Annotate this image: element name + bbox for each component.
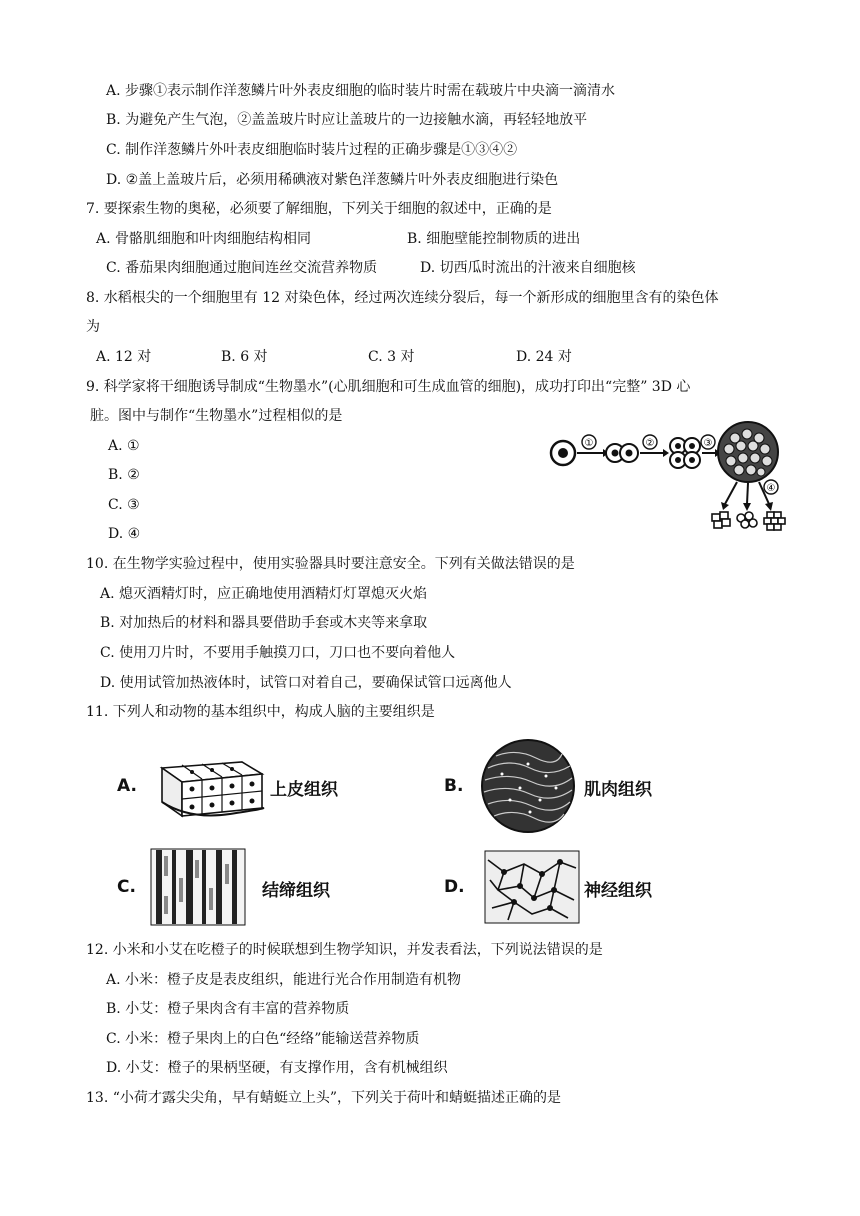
q13-stem: 13. “小荷才露尖尖角，早有蜻蜓立上头”，下列关于荷叶和蜻蜓描述正确的是 — [86, 1090, 562, 1106]
q7-option-c: C. 番茄果肉细胞通过胞间连丝交流营养物质 — [106, 260, 378, 276]
tissue-c-label: 结缔组织 — [262, 881, 330, 901]
nervous-tissue-image — [484, 850, 580, 924]
tissue-a-label: 上皮组织 — [270, 780, 338, 800]
q6-option-c: C. 制作洋葱鳞片外叶表皮细胞临时装片过程的正确步骤是①③④② — [106, 142, 518, 158]
q8-option-a: A. 12 对 — [96, 349, 152, 365]
q12-option-a: A. 小米：橙子皮是表皮组织，能进行光合作用制造有机物 — [106, 972, 462, 988]
q8-stem-line2: 为 — [86, 319, 100, 335]
q7-stem: 7. 要探索生物的奥秘，必须要了解细胞，下列关于细胞的叙述中，正确的是 — [86, 201, 552, 217]
q12-option-d: D. 小艾：橙子的果柄坚硬，有支撑作用，含有机械组织 — [106, 1060, 448, 1076]
q9-option-c: C. ③ — [108, 497, 140, 513]
label-2: ② — [645, 438, 655, 449]
differentiated-cells-3 — [764, 512, 785, 530]
tissue-b-label: 肌肉组织 — [584, 780, 652, 800]
q6-option-a: A. 步骤①表示制作洋葱鳞片叶外表皮细胞的临时装片时需在载玻片中央滴一滴清水 — [106, 83, 616, 99]
epithelial-tissue-image — [150, 758, 268, 822]
q10-option-c: C. 使用刀片时，不要用手触摸刀口，刀口也不要向着他人 — [100, 645, 456, 661]
q11-stem: 11. 下列人和动物的基本组织中，构成人脑的主要组织是 — [86, 704, 435, 720]
q7-option-d: D. 切西瓜时流出的汁液来自细胞核 — [420, 260, 636, 276]
four-cells — [670, 438, 700, 468]
q9-stem-line1: 9. 科学家将干细胞诱导制成“生物墨水”(心肌细胞和可生成血管的细胞)，成功打印出“完整” 3D 心 — [86, 379, 691, 395]
q6-option-b: B. 为避免产生气泡，②盖盖玻片时应让盖玻片的一边接触水滴，再轻轻地放平 — [106, 112, 588, 128]
q10-stem: 10. 在生物学实验过程中，使用实验器具时要注意安全。下列有关做法错误的是 — [86, 556, 575, 572]
q12-option-c: C. 小米：橙子果肉上的白色“经络”能输送营养物质 — [106, 1031, 420, 1047]
q6-option-d: D. ②盖上盖玻片后，必须用稀碘液对紫色洋葱鳞片叶外表皮细胞进行染色 — [106, 172, 559, 188]
q10-option-a: A. 熄灭酒精灯时，应正确地使用酒精灯灯罩熄灭火焰 — [100, 586, 428, 602]
q9-stem-line2: 脏。图中与制作“生物墨水”过程相似的是 — [90, 408, 343, 424]
q9-option-b: B. ② — [108, 467, 140, 483]
single-cell — [551, 441, 575, 465]
q10-option-b: B. 对加热后的材料和器具要借助手套或木夹等来拿取 — [100, 615, 428, 631]
q9-option-a: A. ① — [108, 438, 140, 454]
differentiated-cells-1 — [712, 512, 730, 528]
q8-stem-line1: 8. 水稻根尖的一个细胞里有 12 对染色体，经过两次连续分裂后，每一个新形成的细胞里含有的染色体 — [86, 290, 719, 306]
q7-option-b: B. 细胞壁能控制物质的进出 — [407, 231, 581, 247]
label-1: ① — [584, 438, 594, 449]
q12-stem: 12. 小米和小艾在吃橙子的时候联想到生物学知识，并发表看法，下列说法错误的是 — [86, 942, 603, 958]
tissue-d-label: 神经组织 — [584, 881, 652, 901]
tissue-d-letter: D. — [444, 877, 465, 897]
arrow-down-middle — [747, 483, 748, 504]
two-cells — [606, 444, 638, 462]
tissue-a-letter: A. — [117, 776, 137, 796]
label-3: ③ — [703, 438, 713, 449]
arrow-down-left — [725, 482, 737, 504]
cell-division-figure — [545, 418, 790, 536]
q8-option-b: B. 6 对 — [221, 349, 268, 365]
muscle-tissue-image — [480, 738, 576, 834]
tissue-c-letter: C. — [117, 877, 136, 897]
connective-tissue-image — [150, 848, 246, 926]
q10-option-d: D. 使用试管加热液体时，试管口对着自己，要确保试管口远离他人 — [100, 675, 512, 691]
q12-option-b: B. 小艾：橙子果肉含有丰富的营养物质 — [106, 1001, 350, 1017]
tissue-b-letter: B. — [444, 776, 464, 796]
q8-option-d: D. 24 对 — [516, 349, 572, 365]
q7-option-a: A. 骨骼肌细胞和叶肉细胞结构相同 — [96, 231, 312, 247]
q9-option-d: D. ④ — [108, 526, 141, 542]
cell-mass — [718, 422, 778, 482]
differentiated-cells-2 — [737, 512, 757, 528]
q8-option-c: C. 3 对 — [368, 349, 415, 365]
label-4: ④ — [766, 483, 776, 494]
